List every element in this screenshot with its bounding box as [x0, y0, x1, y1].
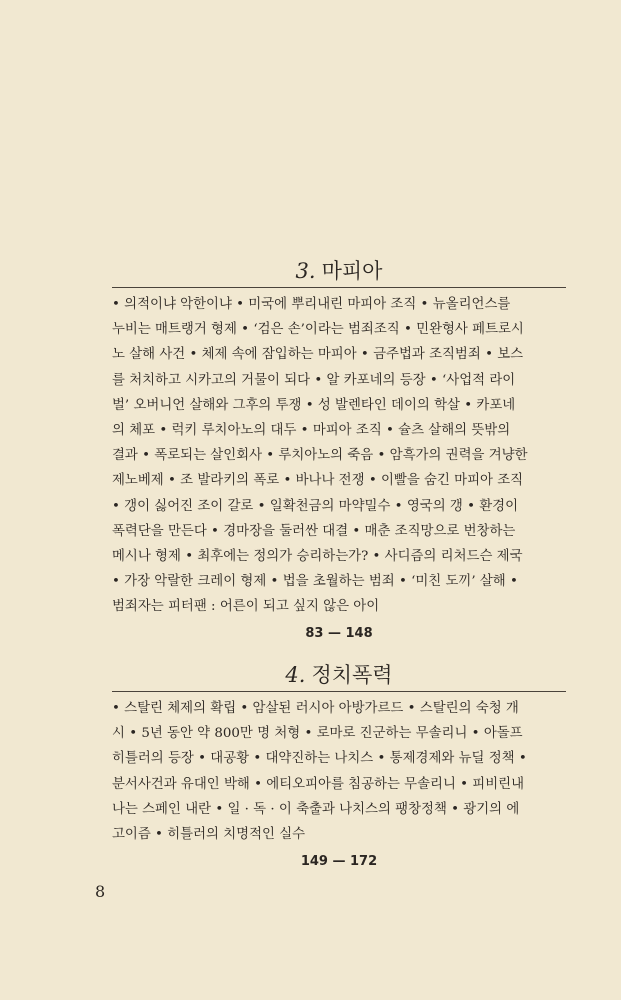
contents-line: • 갱이 싫어진 조이 갈로 • 일확천금의 마약밀수 • 영국의 갱 • 환경이 [112, 498, 519, 514]
heading-rule [112, 287, 566, 288]
chapter-number: 4. [285, 663, 306, 687]
chapter-title: 정치폭력 [311, 663, 393, 687]
contents-line: 메시나 형제 • 최후에는 정의가 승리하는가? • 사디즘의 리처드슨 제국 [112, 548, 523, 564]
contents-line: 노 살해 사건 • 체제 속에 잠입하는 마피아 • 금주법과 조직범죄 • 보스 [112, 347, 524, 363]
page-range: 83 — 148 [305, 626, 373, 642]
chapter-section [112, 256, 566, 645]
contents-line: 히틀러의 등장 • 대공황 • 대약진하는 나치스 • 통제경제와 뉴딜 정책 • [112, 751, 527, 767]
contents-line: 누비는 매트랭거 형제 • ‘검은 손’이라는 범죄조직 • 민완형사 페트로시 [112, 322, 524, 338]
contents-line: • 의적이냐 악한이냐 • 미국에 뿌리내린 마피아 조직 • 뉴올리언스를 [112, 297, 511, 312]
contents-line: 를 처치하고 시카고의 거물이 되다 • 알 카포네의 등장 • ‘사업적 라이 [112, 372, 516, 388]
contents-line: 고이즘 • 히틀러의 치명적인 실수 [112, 826, 306, 842]
chapter-contents [112, 696, 566, 847]
contents-line: 결과 • 폭로되는 살인회사 • 루치아노의 죽음 • 암흑가의 권력을 겨냥한 [112, 448, 528, 464]
chapter-title: 마피아 [321, 259, 383, 283]
chapter-section [112, 660, 566, 873]
contents-line: 제노베제 • 조 발라키의 폭로 • 바나나 전쟁 • 이빨을 숨긴 마피아 조직 [112, 473, 524, 489]
chapter-contents [112, 292, 566, 619]
contents-line: • 스탈린 체제의 확립 • 암살된 러시아 아방가르드 • 스탈린의 숙청 개 [112, 701, 519, 716]
contents-line: 벌’ 오버니언 살해와 그후의 투쟁 • 성 발렌타인 데이의 학살 • 카포네 [112, 397, 516, 413]
contents-line: 시 • 5년 동안 약 800만 명 처형 • 로마로 진군하는 무솔리니 • 아돌프 [112, 726, 523, 742]
page-range: 149 — 172 [300, 854, 378, 870]
contents-line: 나는 스페인 내란 • 일 · 독 · 이 축출과 나치스의 팽창정책 • 광기의 에 [112, 801, 520, 817]
chapter-number: 3. [295, 259, 316, 283]
contents-line: 분서사건과 유대인 박해 • 에티오피아를 침공하는 무솔리니 • 피비린내 [112, 776, 525, 792]
chapter-heading [112, 256, 566, 286]
contents-line: 의 체포 • 럭키 루치아노의 대두 • 마피아 조직 • 슐츠 살해의 뜻밖의 [112, 422, 511, 438]
page-number: 8 [95, 882, 106, 901]
contents-line: 폭력단을 만든다 • 경마장을 둘러싼 대결 • 매춘 조직망으로 번창하는 [112, 523, 516, 539]
contents-line: • 가장 악랄한 크레이 형제 • 법을 초월하는 범죄 • ‘미친 도끼’ 살해 • [112, 574, 518, 590]
contents-line: 범죄자는 피터팬 : 어른이 되고 싶지 않은 아이 [112, 599, 380, 615]
chapter-heading [112, 660, 566, 690]
heading-rule [112, 691, 566, 692]
